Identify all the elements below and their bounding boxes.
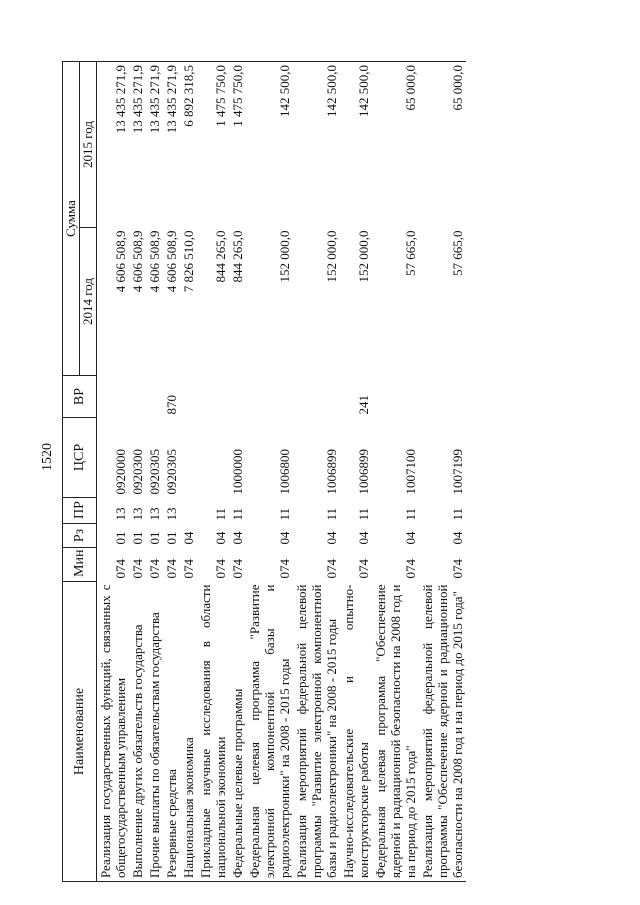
cell-rz: 04 <box>181 531 196 545</box>
cell-name: Научно-исследовательские и опытно-конструкторские работы <box>340 582 372 882</box>
cell-vr <box>293 376 340 418</box>
cell-min: 074 <box>356 559 371 579</box>
cell-y2014: 7 826 510,0 <box>181 230 196 293</box>
cell-y2015: 65 000,0 <box>419 62 466 228</box>
rotated-budget-page <box>62 62 597 882</box>
header-sum: Сумма <box>63 62 80 376</box>
cell-pr: 13 <box>130 507 145 521</box>
cell-min: 074 <box>181 559 196 579</box>
cell-vr <box>372 376 419 418</box>
table-row <box>246 62 293 882</box>
cell-pr <box>180 498 197 524</box>
cell-name: Национальная экономика <box>180 582 197 882</box>
cell-min: 074 <box>324 559 339 579</box>
cell-y2014: 57 665,0 <box>403 230 418 276</box>
cell-csr: 0920305 <box>147 449 162 495</box>
table-row <box>340 62 372 882</box>
cell-name: Федеральные целевые программы <box>229 582 246 882</box>
cell-pr: 13 <box>113 507 128 521</box>
cell-vr <box>146 376 163 418</box>
cell-pr: 11 <box>213 507 228 521</box>
cell-rz: 04 <box>356 531 371 545</box>
cell-y2014: 4 606 508,9 <box>113 230 128 293</box>
cell-vr <box>97 376 130 418</box>
cell-pr: 11 <box>230 507 245 521</box>
cell-rz: 01 <box>113 531 128 545</box>
cell-pr: 11 <box>277 507 292 521</box>
cell-y2015: 13 435 271,9 <box>146 62 163 228</box>
cell-min: 074 <box>403 559 418 579</box>
cell-name: Реализация мероприятий федеральной целевой программы "Обеспечение ядерной и радиационной безопасности на 2008 год и на период до 2015 года" <box>419 582 466 882</box>
cell-csr <box>197 418 229 498</box>
cell-vr: 241 <box>356 395 371 415</box>
cell-y2014: 152 000,0 <box>277 230 292 283</box>
cell-csr: 1007199 <box>450 449 465 495</box>
table-row <box>229 62 246 882</box>
cell-vr <box>180 376 197 418</box>
header-csr: ЦСР <box>63 418 97 498</box>
cell-rz: 04 <box>277 531 292 545</box>
table-row <box>146 62 163 882</box>
cell-min: 074 <box>230 559 245 579</box>
cell-y2014: 57 665,0 <box>450 230 465 276</box>
cell-csr: 0920300 <box>130 449 145 495</box>
cell-y2015: 142 500,0 <box>340 62 372 228</box>
cell-name: Выполнение других обязательств государства <box>129 582 146 882</box>
cell-name: Федеральная целевая программа "Обеспечение ядерной и радиационной безопасности на 2008 год и на период до 2015 года" <box>372 582 419 882</box>
cell-y2014: 844 265,0 <box>213 230 228 283</box>
cell-pr: 13 <box>164 507 179 521</box>
cell-y2015: 1 475 750,0 <box>229 62 246 228</box>
cell-y2014: 4 606 508,9 <box>164 230 179 293</box>
cell-y2015: 13 435 271,9 <box>129 62 146 228</box>
cell-vr <box>229 376 246 418</box>
header-2014: 2014 год <box>80 228 97 376</box>
cell-rz: 01 <box>130 531 145 545</box>
cell-min: 074 <box>130 559 145 579</box>
cell-csr: 0920000 <box>113 449 128 495</box>
cell-name: Федеральная целевая программа "Развитие электронной компонентной базы и радиоэлектроники" на 2008 - 2015 годы <box>246 582 293 882</box>
table-row <box>372 62 419 882</box>
header-pr: ПР <box>63 498 97 524</box>
cell-csr: 1006800 <box>277 449 292 495</box>
cell-name: Реализация государственных функций, связанных с общегосударственным управлением <box>97 582 130 882</box>
cell-y2015: 13 435 271,9 <box>163 62 180 228</box>
cell-y2014: 152 000,0 <box>356 230 371 283</box>
table-row <box>419 62 466 882</box>
cell-vr: 870 <box>164 395 179 415</box>
cell-csr: 1007100 <box>403 449 418 495</box>
cell-csr: 0920305 <box>164 449 179 495</box>
cell-pr: 11 <box>356 507 371 521</box>
header-name: Наименование <box>63 582 97 882</box>
cell-rz: 04 <box>230 531 245 545</box>
header-rz: Рз <box>63 524 97 548</box>
cell-pr: 11 <box>450 507 465 521</box>
cell-y2014: 4 606 508,9 <box>130 230 145 293</box>
cell-pr: 11 <box>324 507 339 521</box>
cell-csr: 1006899 <box>356 449 371 495</box>
table-row <box>163 62 180 882</box>
cell-y2015: 13 435 271,9 <box>97 62 130 228</box>
cell-rz: 04 <box>324 531 339 545</box>
cell-y2015: 6 892 318,5 <box>180 62 197 228</box>
budget-table <box>62 61 466 882</box>
cell-vr <box>246 376 293 418</box>
table-row <box>293 62 340 882</box>
cell-min: 074 <box>450 559 465 579</box>
cell-y2015: 65 000,0 <box>372 62 419 228</box>
cell-y2014: 844 265,0 <box>230 230 245 283</box>
header-vr: ВР <box>63 376 97 418</box>
cell-min: 074 <box>164 559 179 579</box>
cell-min: 074 <box>147 559 162 579</box>
cell-min: 074 <box>213 559 228 579</box>
cell-name: Прочие выплаты по обязательствам государства <box>146 582 163 882</box>
cell-min: 074 <box>113 559 128 579</box>
cell-rz: 04 <box>213 531 228 545</box>
cell-y2015: 1 475 750,0 <box>197 62 229 228</box>
cell-name: Реализация мероприятий федеральной целевой программы "Развитие электронной компонентной базы и радиоэлектроники" на 2008 - 2015 годы <box>293 582 340 882</box>
table-row <box>97 62 130 882</box>
cell-name: Резервные средства <box>163 582 180 882</box>
cell-csr: 1006899 <box>324 449 339 495</box>
cell-rz: 04 <box>450 531 465 545</box>
cell-y2015: 142 500,0 <box>246 62 293 228</box>
table-row <box>180 62 197 882</box>
table-body <box>97 62 467 882</box>
table-row <box>197 62 229 882</box>
cell-vr <box>419 376 466 418</box>
cell-vr <box>129 376 146 418</box>
cell-y2015: 142 500,0 <box>293 62 340 228</box>
cell-rz: 01 <box>147 531 162 545</box>
table-row <box>129 62 146 882</box>
header-min: Мин <box>63 548 97 582</box>
cell-vr <box>197 376 229 418</box>
cell-pr: 13 <box>147 507 162 521</box>
cell-min: 074 <box>277 559 292 579</box>
header-2015: 2015 год <box>80 62 97 228</box>
cell-csr <box>180 418 197 498</box>
cell-y2014: 4 606 508,9 <box>147 230 162 293</box>
cell-rz: 04 <box>403 531 418 545</box>
cell-rz: 01 <box>164 531 179 545</box>
cell-name: Прикладные научные исследования в области национальной экономики <box>197 582 229 882</box>
cell-pr: 11 <box>403 507 418 521</box>
page-number: 1520 <box>40 443 55 471</box>
cell-y2014: 152 000,0 <box>324 230 339 283</box>
cell-csr: 1000000 <box>230 449 245 495</box>
